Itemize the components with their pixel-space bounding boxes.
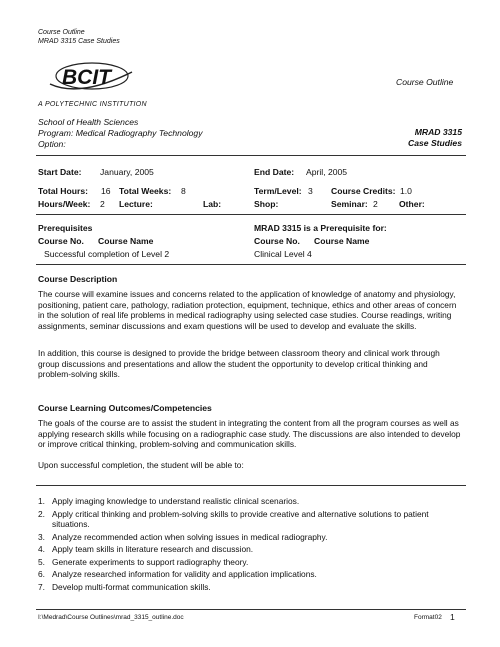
item-text: Generate experiments to support radiography theory. xyxy=(52,556,249,567)
description-paragraph-2: In addition, this course is designed to provide the bridge between classroom theory and clinical work through group discussions and presentations and allow the student the opportunity to develop critical thinking and problem-solving skills. xyxy=(38,348,440,380)
outcomes-list xyxy=(38,496,463,595)
item-text: Apply critical thinking and problem-solving skills to provide creative and alternative solutions to patient situations. xyxy=(52,508,429,529)
end-date-label: End Date: xyxy=(254,167,295,177)
footer-path: I:\Medrad\Course Outlines\mrad_3315_outline.doc xyxy=(38,614,184,621)
hours-week-value: 2 xyxy=(100,199,105,209)
start-date-label: Start Date: xyxy=(38,167,82,177)
item-number: 2. xyxy=(38,508,45,519)
list-item xyxy=(38,582,463,592)
total-weeks-label: Total Weeks: xyxy=(119,186,172,196)
outcomes-paragraph: The goals of the course are to assist the student in integrating the content from all the program courses as well as applying research skills while focusing on a radiographic case study. The discussions are also intended to develop or improve critical thinking, problem-solving and communication skills. xyxy=(38,418,461,450)
lecture-label: Lecture: xyxy=(119,199,153,209)
program-name: Program: Medical Radiography Technology xyxy=(38,128,203,138)
item-number: 6. xyxy=(38,569,45,580)
item-text: Develop multi-format communication skills. xyxy=(52,581,211,592)
item-text: Analyze researched information for validity and application implications. xyxy=(52,569,317,580)
lab-label: Lab: xyxy=(203,199,222,209)
top-right-title: Course Outline xyxy=(396,77,454,87)
prereq-col-name: Course Name xyxy=(98,236,154,246)
credits-value: 1.0 xyxy=(400,186,412,196)
footer-divider xyxy=(36,609,466,610)
logo-text: BCIT xyxy=(62,66,111,89)
bcit-logo-icon xyxy=(40,58,160,98)
prereq-col-no: Course No. xyxy=(38,236,84,246)
school-name: School of Health Sciences xyxy=(38,117,139,127)
prereq-for-col-no: Course No. xyxy=(254,236,300,246)
outcomes-heading: Course Learning Outcomes/Competencies xyxy=(38,403,212,413)
course-code: MRAD 3315 xyxy=(414,127,462,137)
term-value: 3 xyxy=(308,186,313,196)
divider xyxy=(36,155,466,156)
footer-format: Format02 xyxy=(414,614,442,621)
list-item xyxy=(38,569,463,579)
prereq-for-title: MRAD 3315 is a Prerequisite for: xyxy=(254,223,387,233)
item-number: 4. xyxy=(38,544,45,555)
list-item xyxy=(38,532,463,542)
item-number: 1. xyxy=(38,496,45,506)
item-number: 3. xyxy=(38,531,45,542)
item-text: Apply imaging knowledge to understand realistic clinical scenarios. xyxy=(52,496,300,506)
seminar-value: 2 xyxy=(373,199,378,209)
total-hours-value: 16 xyxy=(101,186,111,196)
list-item xyxy=(38,544,463,554)
bcit-logo xyxy=(40,58,160,98)
hours-week-label: Hours/Week: xyxy=(38,199,91,209)
divider xyxy=(36,214,466,215)
total-hours-label: Total Hours: xyxy=(38,186,88,196)
list-item xyxy=(38,557,463,567)
option-label: Option: xyxy=(38,139,66,149)
divider xyxy=(36,485,466,486)
item-number: 5. xyxy=(38,556,45,567)
item-text: Analyze recommended action when solving issues in medical radiography. xyxy=(52,531,328,542)
other-label: Other: xyxy=(399,199,425,209)
start-date-value: January, 2005 xyxy=(100,167,154,177)
end-date-value: April, 2005 xyxy=(306,167,348,177)
header-line-2: MRAD 3315 Case Studies xyxy=(38,38,120,45)
shop-label: Shop: xyxy=(254,199,279,209)
description-paragraph-1: The course will examine issues and concerns related to the application of knowledge of anatomy and physiology, positioning, patient care, pathology, radiation protection, equipment, technique, ethics and other areas of concern in the solution of real life problems in medical radiography using selected case studies. Course readings, writing assignments, seminar discussions and exam questions will be used to develop and evaluate the skills. xyxy=(38,289,457,331)
outcomes-intro: Upon successful completion, the student will be able to: xyxy=(38,460,244,470)
seminar-label: Seminar: xyxy=(331,199,368,209)
prereq-title: Prerequisites xyxy=(38,223,93,233)
description-heading: Course Description xyxy=(38,274,118,284)
prereq-for-col-name: Course Name xyxy=(314,236,370,246)
item-text: Apply team skills in literature research and discussion. xyxy=(52,544,254,555)
prereq-value: Successful completion of Level 2 xyxy=(44,249,170,259)
header-line-1: Course Outline xyxy=(38,29,85,36)
logo-tagline: A POLYTECHNIC INSTITUTION xyxy=(38,101,147,108)
divider xyxy=(36,264,466,265)
page-number: 1 xyxy=(450,612,455,622)
credits-label: Course Credits: xyxy=(331,186,396,196)
term-label: Term/Level: xyxy=(254,186,302,196)
list-item xyxy=(38,509,463,530)
course-title: Case Studies xyxy=(408,138,462,148)
item-number: 7. xyxy=(38,581,45,592)
list-item xyxy=(38,496,463,506)
total-weeks-value: 8 xyxy=(181,186,186,196)
prereq-for-value: Clinical Level 4 xyxy=(254,249,312,259)
